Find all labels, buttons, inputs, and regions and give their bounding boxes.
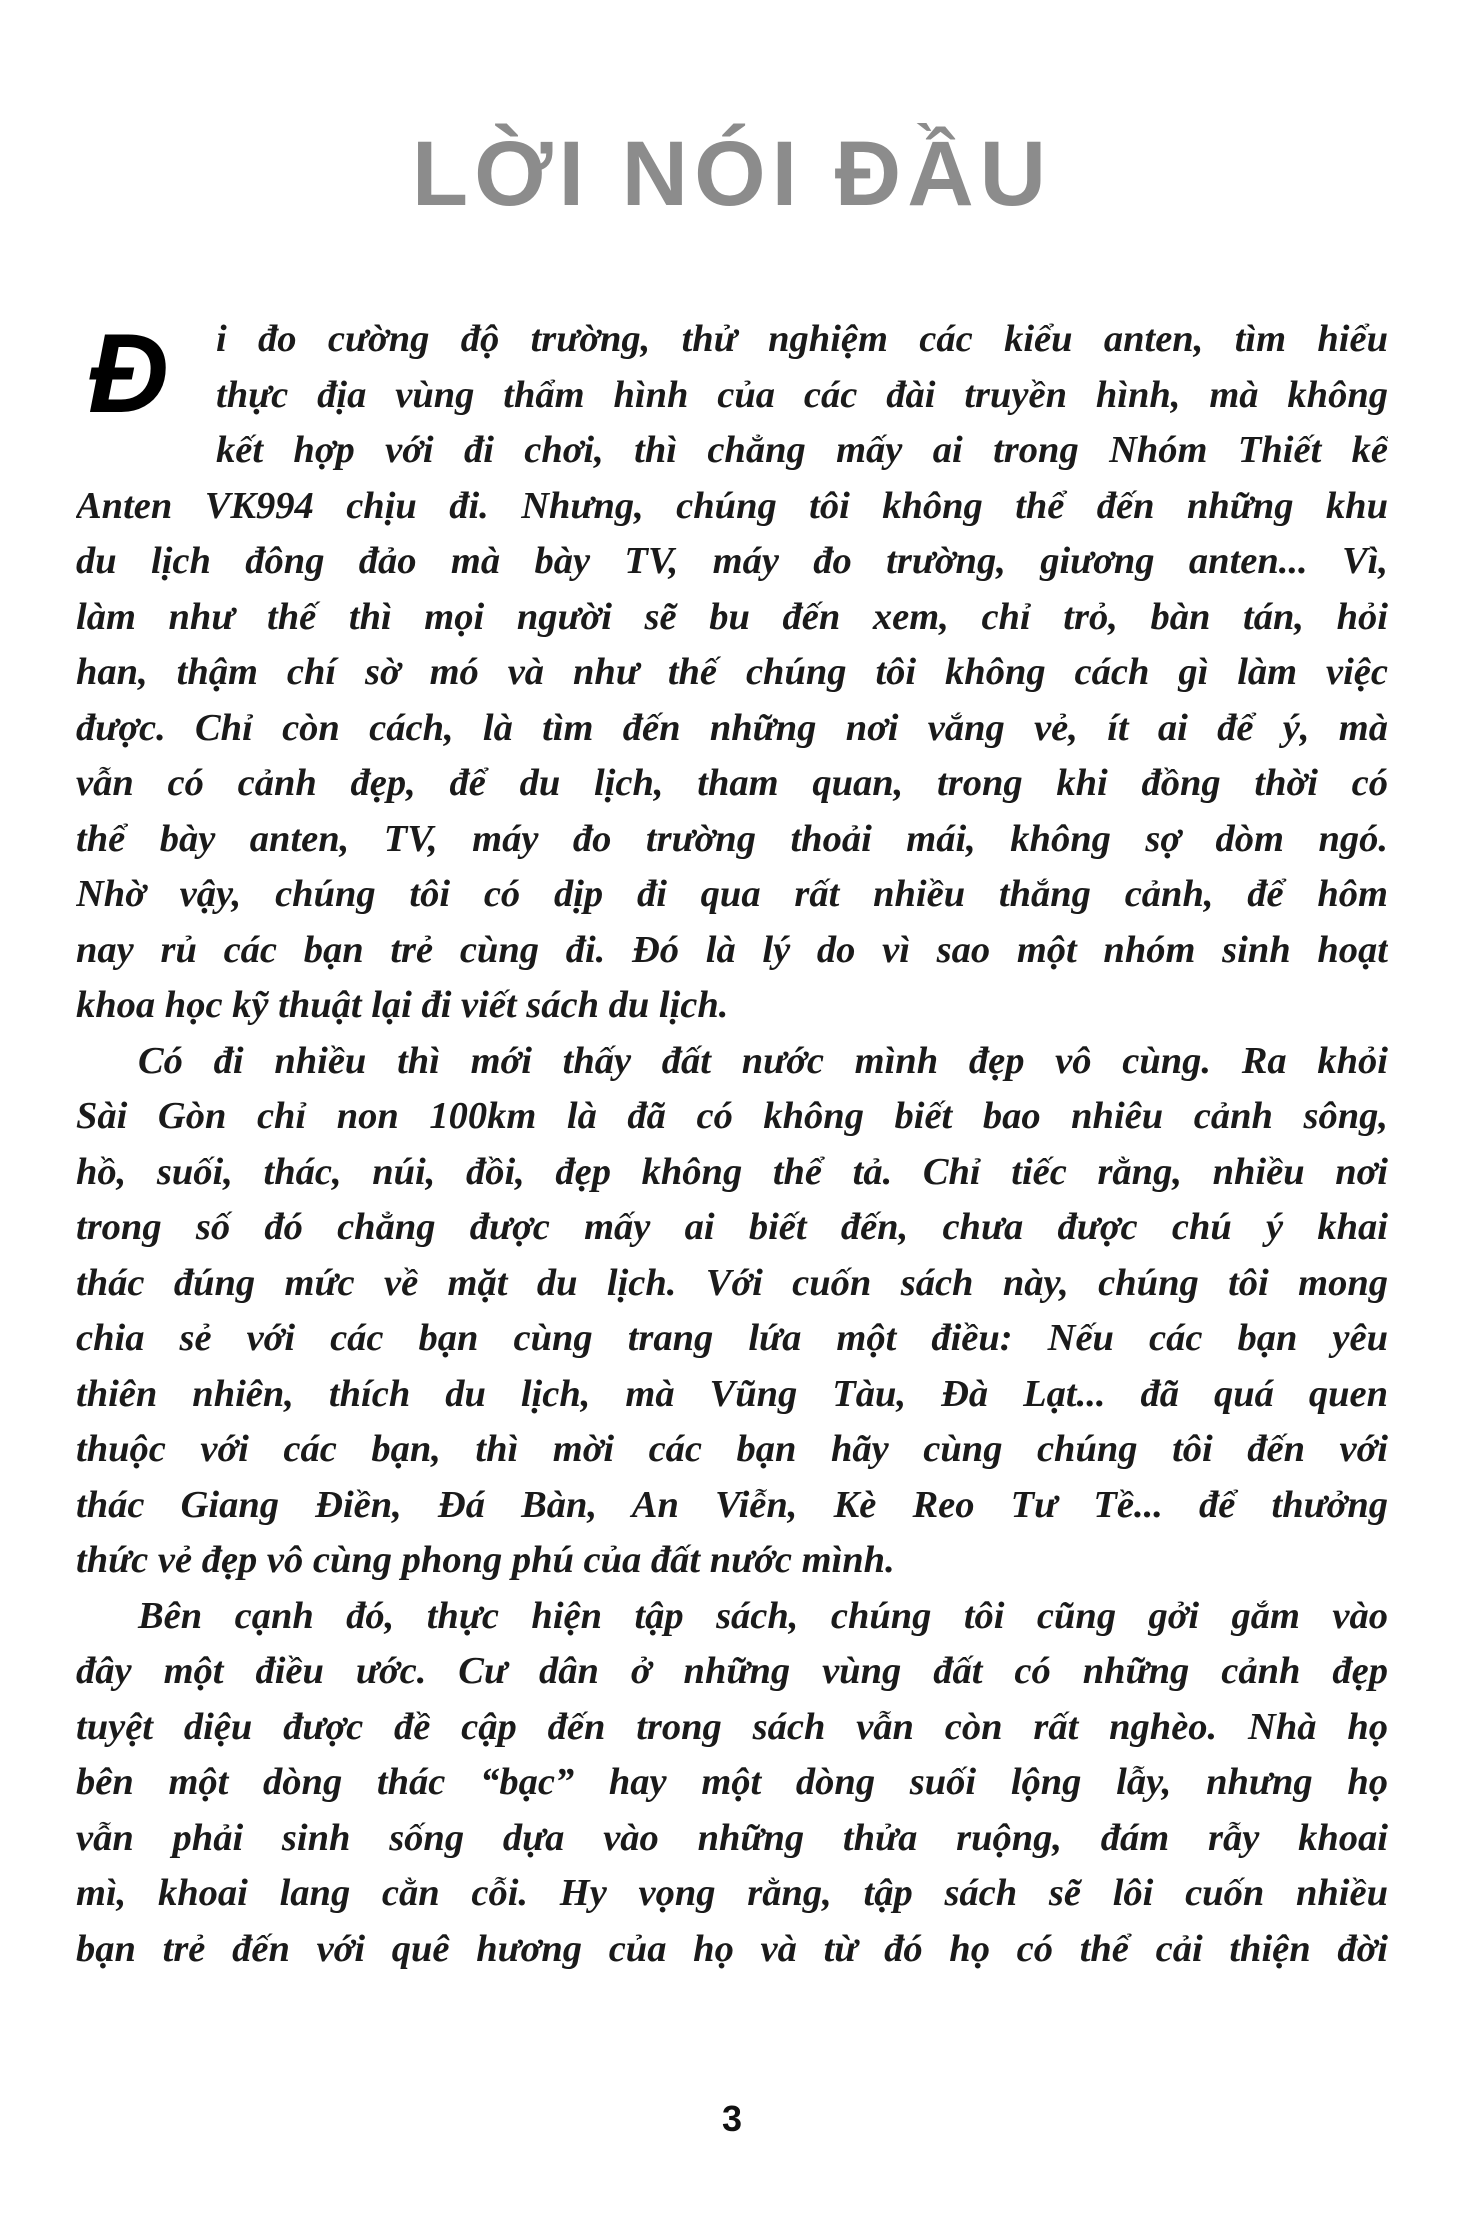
text-line: Có đi nhiều thì mới thấy đất nước mình đẹp vô cùng. Ra khỏi (138, 1039, 1388, 1082)
text-line: Sài Gòn chỉ non 100km là đã có không biết bao nhiêu cảnh sông, (76, 1095, 1388, 1137)
text-line: nay rủ các bạn trẻ cùng đi. Đó là lý do vì sao một nhóm sinh hoạt (76, 928, 1388, 971)
text-line: trong số đó chẳng được mấy ai biết đến, chưa được chú ý khai (76, 1206, 1388, 1248)
page-title: LỜI NÓI ĐẦU (411, 123, 1053, 225)
text-line: chia sẻ với các bạn cùng trang lứa một điều: Nếu các bạn yêu (76, 1317, 1388, 1359)
text-line: thức vẻ đẹp vô cùng phong phú của đất nước mình. (76, 1539, 895, 1581)
text-line: làm như thế thì mọi người sẽ bu đến xem, chỉ trỏ, bàn tán, hỏi (76, 595, 1388, 638)
text-line: du lịch đông đảo mà bày TV, máy đo trường, giương anten... Vì, (76, 540, 1388, 582)
paragraph-1 (76, 312, 1388, 1034)
text-line: thác Giang Điền, Đá Bàn, An Viễn, Kè Reo Tư Tề... để thưởng (76, 1483, 1388, 1526)
text-line: han, thậm chí sờ mó và như thế chúng tôi không cách gì làm việc (76, 651, 1388, 693)
text-line: Nhờ vậy, chúng tôi có dịp đi qua rất nhiều thắng cảnh, để hôm (76, 873, 1388, 915)
text-line: thể bày anten, TV, máy đo trường thoải mái, không sợ dòm ngó. (76, 817, 1388, 860)
text-line: hồ, suối, thác, núi, đồi, đẹp không thể tả. Chỉ tiếc rằng, nhiều nơi (76, 1150, 1388, 1193)
paragraph-2 (76, 1034, 1388, 1589)
text-line: vẫn phải sinh sống dựa vào những thửa ruộng, đám rẫy khoai (76, 1816, 1388, 1859)
text-line: được. Chỉ còn cách, là tìm đến những nơi vắng vẻ, ít ai để ý, mà (76, 706, 1388, 749)
text-line: kết hợp với đi chơi, thì chẳng mấy ai trong Nhóm Thiết kế (216, 429, 1388, 471)
text-line: thực địa vùng thẩm hình của các đài truyền hình, mà không (216, 373, 1388, 416)
text-line: khoa học kỹ thuật lại đi viết sách du lịch. (76, 984, 729, 1026)
text-line: thuộc với các bạn, thì mời các bạn hãy cùng chúng tôi đến với (76, 1428, 1388, 1470)
drop-cap: Đ (88, 311, 169, 436)
text-line: đây một điều ước. Cư dân ở những vùng đất có những cảnh đẹp (76, 1650, 1388, 1692)
text-line: Bên cạnh đó, thực hiện tập sách, chúng tôi cũng gởi gắm vào (138, 1594, 1388, 1637)
text-line: bên một dòng thác “bạc” hay một dòng suối lộng lẫy, nhưng họ (76, 1761, 1388, 1803)
text-line: i đo cường độ trường, thử nghiệm các kiểu anten, tìm hiểu (216, 318, 1388, 360)
paragraph-3 (76, 1589, 1388, 1978)
text-line: Anten VK994 chịu đi. Nhưng, chúng tôi không thể đến những khu (76, 484, 1388, 527)
page-number: 3 (721, 2098, 743, 2139)
text-line: mì, khoai lang cằn cỗi. Hy vọng rằng, tập sách sẽ lôi cuốn nhiều (76, 1872, 1388, 1914)
text-line: thác đúng mức về mặt du lịch. Với cuốn sách này, chúng tôi mong (76, 1261, 1388, 1304)
preface-body (76, 312, 1388, 1977)
text-line: thiên nhiên, thích du lịch, mà Vũng Tàu, Đà Lạt... đã quá quen (76, 1372, 1388, 1415)
text-line: tuyệt diệu được đề cập đến trong sách vẫn còn rất nghèo. Nhà họ (76, 1705, 1388, 1748)
text-line: bạn trẻ đến với quê hương của họ và từ đó họ có thể cải thiện đời (76, 1927, 1388, 1970)
text-line: vẫn có cảnh đẹp, để du lịch, tham quan, trong khi đồng thời có (76, 762, 1388, 804)
